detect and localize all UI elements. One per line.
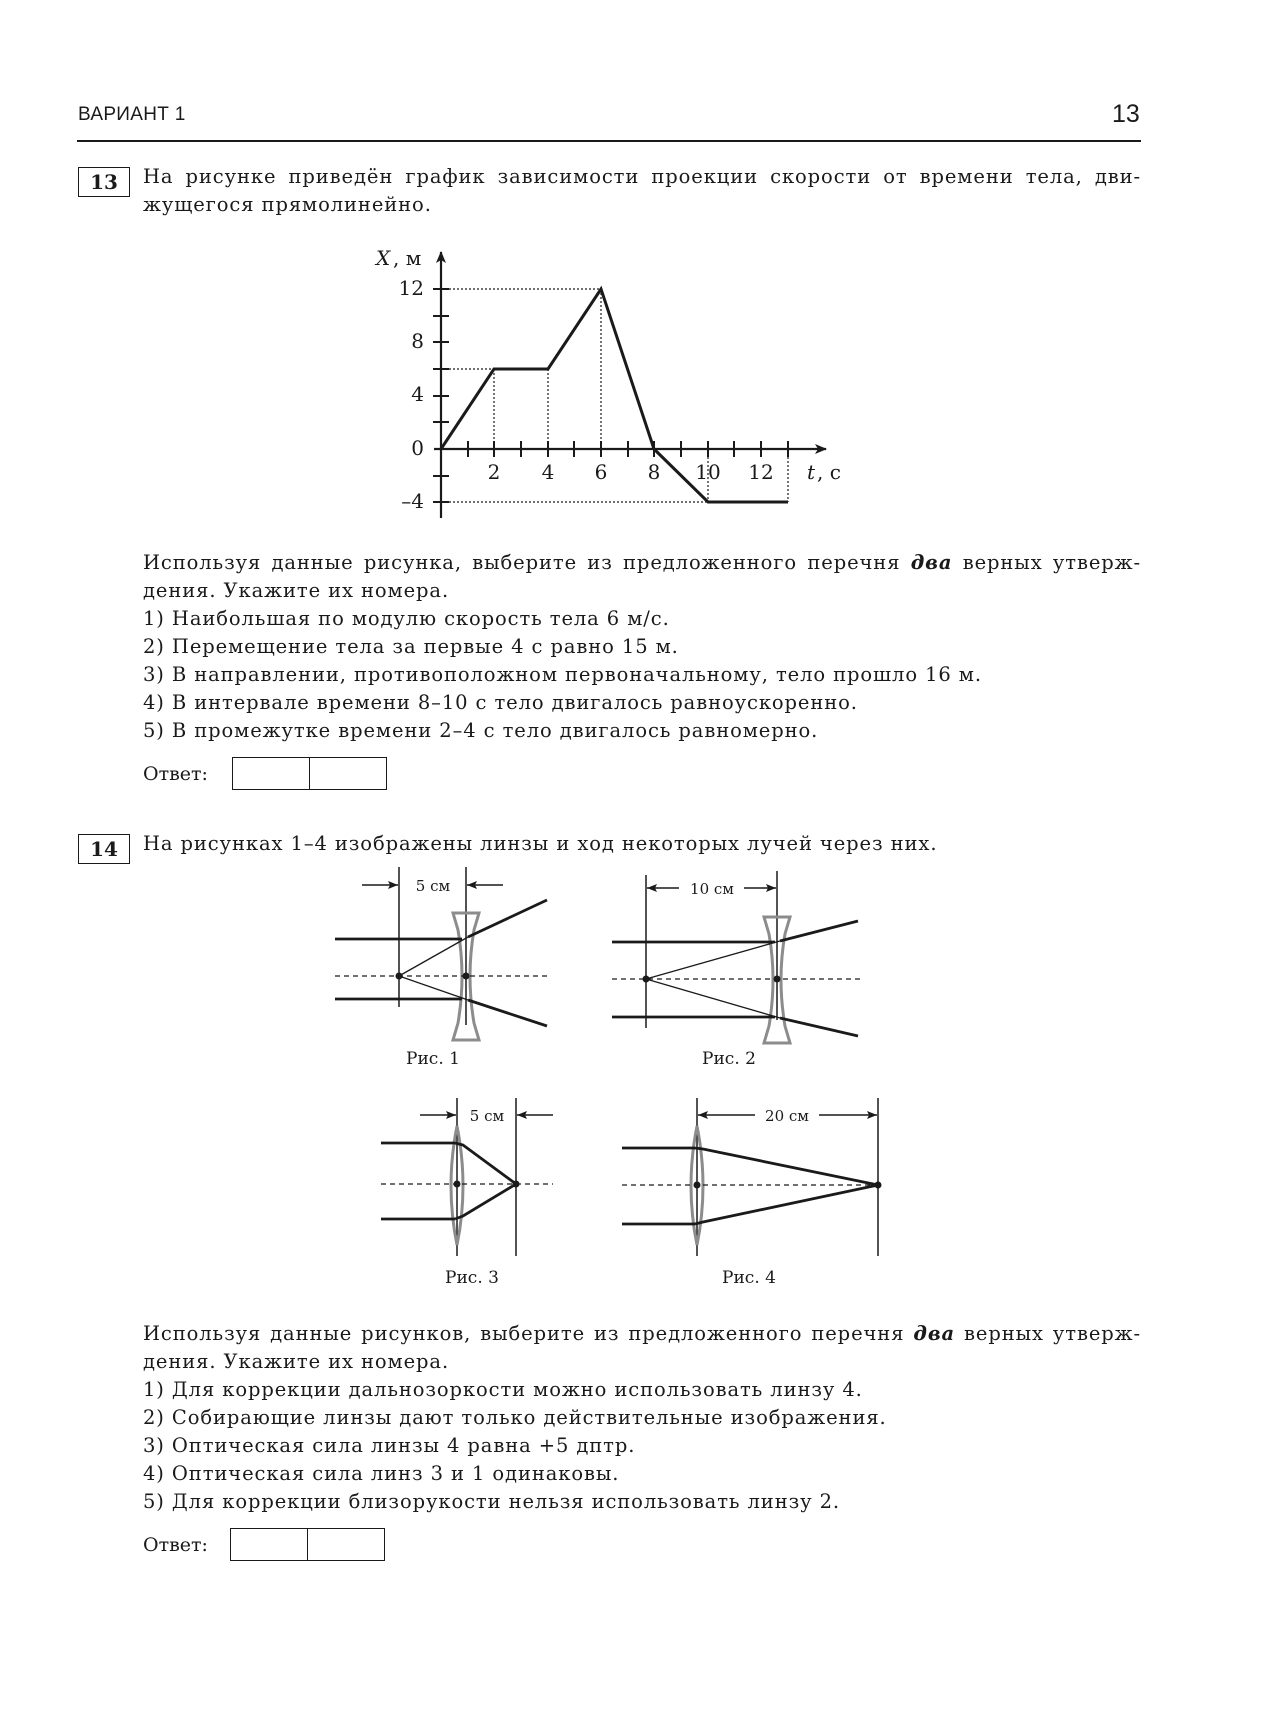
q14-answer-cell-2[interactable] <box>307 1529 384 1560</box>
q13-answer-label: Ответ: <box>143 763 208 785</box>
variant-label: ВАРИАНТ 1 <box>78 104 186 125</box>
q13-instruction: Используя данные рисунка, выберите из предложенного перечня два верных утверж- <box>143 551 1142 574</box>
svg-text:–4: –4 <box>401 489 424 513</box>
question-number-13: 13 <box>78 167 130 197</box>
q13-intro-line2: жущегося прямолинейно. <box>143 193 432 216</box>
fig4-caption: Рис. 4 <box>722 1268 776 1288</box>
svg-text:t: t <box>807 460 816 484</box>
svg-text:8: 8 <box>647 460 661 484</box>
svg-text:4: 4 <box>411 382 424 406</box>
figure-1 <box>335 867 550 1069</box>
svg-text:X: X <box>376 246 391 270</box>
page-number: 13 <box>1112 100 1140 128</box>
q14-statements <box>143 1320 1141 1516</box>
q14-instruction-line2: дения. Укажите их номера. <box>143 1350 450 1373</box>
q14-statement-2: 2) Собирающие линзы дают только действительные изображения. <box>143 1406 887 1429</box>
figure-2 <box>612 871 860 1069</box>
q14-instruction: Используя данные рисунков, выберите из предложенного перечня два верных утверж- <box>143 1322 1141 1345</box>
svg-text:6: 6 <box>594 460 608 484</box>
q13-intro-line1: На рисунке приведён график зависимости проекции скорости от времени тела, дви- <box>143 165 1141 188</box>
q13-instruction-line2: дения. Укажите их номера. <box>143 579 450 602</box>
svg-text:12: 12 <box>398 276 424 300</box>
q14-statement-4: 4) Оптическая сила линз 3 и 1 одинаковы. <box>143 1462 620 1485</box>
fig4-dimension: 20 см <box>765 1107 809 1125</box>
question-number-14: 14 <box>78 834 130 864</box>
q13-statement-4: 4) В интервале времени 8–10 с тело двигалось равноускоренно. <box>143 691 858 714</box>
q14-intro: На рисунках 1–4 изображены линзы и ход некоторых лучей через них. <box>143 832 938 855</box>
fig1-caption: Рис. 1 <box>406 1049 460 1069</box>
svg-text:, с: , с <box>817 460 841 484</box>
q14-answer-cell-1[interactable] <box>231 1529 307 1560</box>
fig2-dimension: 10 см <box>690 880 734 898</box>
svg-text:12: 12 <box>748 460 774 484</box>
svg-text:2: 2 <box>487 460 501 484</box>
emphasis-two: два <box>913 1322 956 1345</box>
svg-text:4: 4 <box>541 460 555 484</box>
fig3-dimension: 5 см <box>469 1107 505 1125</box>
q13-statement-5: 5) В промежутке времени 2–4 с тело двигалось равномерно. <box>143 719 819 742</box>
fig1-dimension: 5 см <box>415 877 451 895</box>
q14-answer-box[interactable] <box>230 1528 385 1561</box>
q13-statement-2: 2) Перемещение тела за первые 4 с равно 15 м. <box>143 635 679 658</box>
svg-text:, м: , м <box>393 246 422 270</box>
fig3-caption: Рис. 3 <box>445 1268 499 1288</box>
q14-statement-5: 5) Для коррекции близорукости нельзя использовать линзу 2. <box>143 1490 841 1513</box>
emphasis-two: два <box>910 551 953 574</box>
q14-statement-3: 3) Оптическая сила линзы 4 равна +5 дптр. <box>143 1434 636 1457</box>
q14-statement-1: 1) Для коррекции дальнозоркости можно использовать линзу 4. <box>143 1378 863 1401</box>
svg-text:10: 10 <box>695 460 721 484</box>
q13-statement-3: 3) В направлении, противоположном первоначальному, тело прошло 16 м. <box>143 663 982 686</box>
figure-3 <box>381 1098 553 1288</box>
svg-text:8: 8 <box>411 329 424 353</box>
q14-answer-label: Ответ: <box>143 1534 208 1556</box>
fig2-caption: Рис. 2 <box>702 1049 756 1069</box>
figure-4 <box>622 1098 882 1288</box>
q13-statement-1: 1) Наибольшая по модулю скорость тела 6 м/с. <box>143 607 670 630</box>
svg-text:0: 0 <box>411 436 424 460</box>
